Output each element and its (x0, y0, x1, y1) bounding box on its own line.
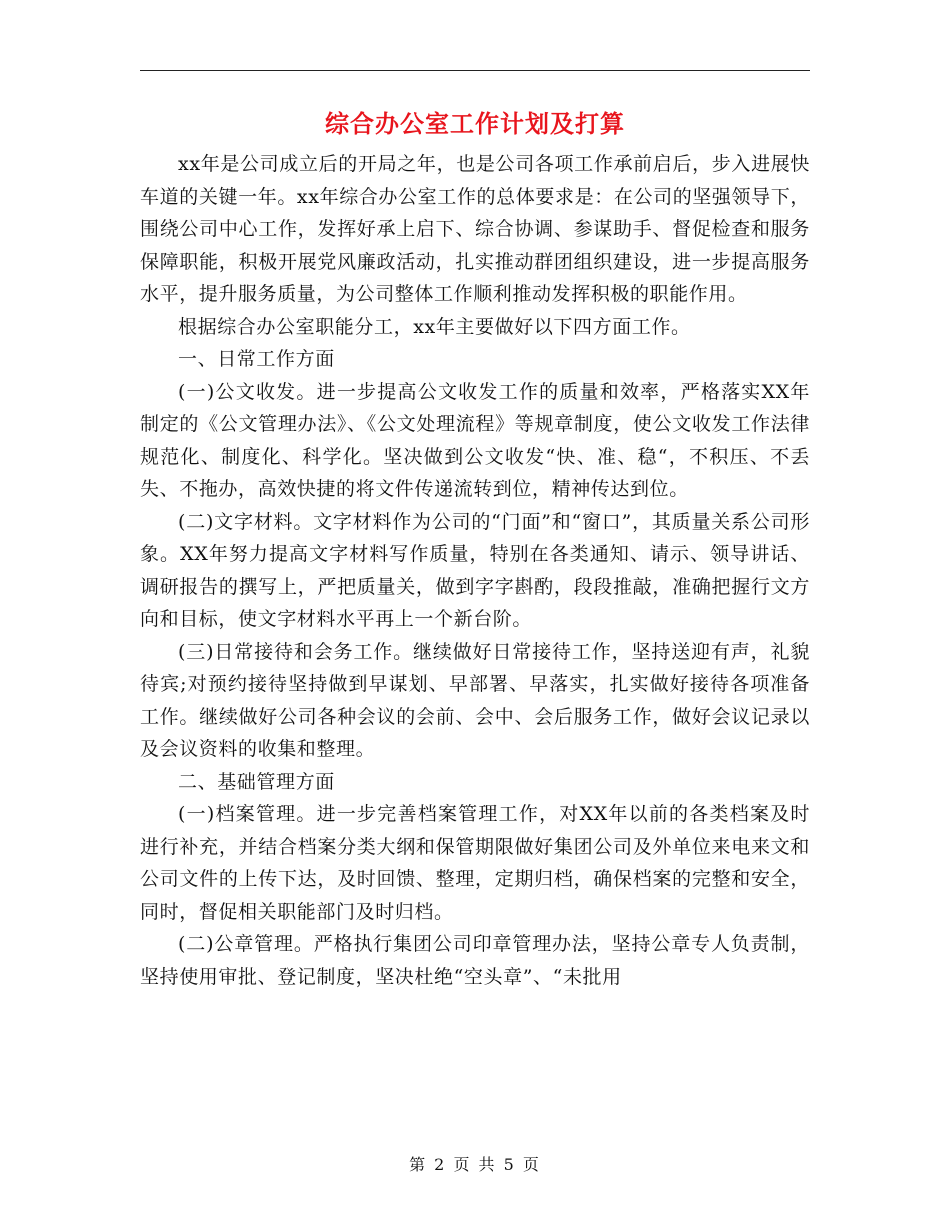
section-heading-daily-work: 一、日常工作方面 (178, 348, 335, 370)
section-heading-basic-management: 二、基础管理方面 (178, 770, 335, 793)
document-body (140, 148, 810, 993)
paragraph-archive-management: (一)档案管理。进一步完善档案管理工作，对XX年以前的各类档案及时进行补充，并结合档案分类大纲和保管期限做好集团公司及外单位来电来文和公司文件的上传下达，及时回馈、整理，定期归档，确保档案的完整和安全，同时，督促相关职能部门及时归档。 (140, 803, 810, 923)
paragraph-seal-management: (二)公章管理。严格执行集团公司印章管理办法，坚持公章专人负责制，坚持使用审批、登记制度，坚决杜绝“空头章”、“未批用 (140, 933, 810, 988)
paragraph-document-handling: (一)公文收发。进一步提高公文收发工作的质量和效率，严格落实XX年制定的《公文管理办法》、《公文处理流程》等规章制度，使公文收发工作法律规范化、制度化、科学化。坚决做到公文收发“快、准、稳“，不积压、不丢失、不拖办，高效快捷的将文件传递流转到位，精神传达到位。 (140, 380, 810, 500)
page-number-footer: 第 2 页 共 5 页 (409, 1155, 541, 1174)
paragraph-reception-meetings: (三)日常接待和会务工作。继续做好日常接待工作，坚持送迎有声，礼貌待宾;对预约接待坚持做到早谋划、早部署、早落实，扎实做好接待各项准备工作。继续做好公司各种会议的会前、会中、会后服务工作，做好会议记录以及会议资料的收集和整理。 (140, 640, 810, 760)
paragraph-intro: xx年是公司成立后的开局之年，也是公司各项工作承前启后，步入进展快车道的关键一年。xx年综合办公室工作的总体要求是：在公司的坚强领导下，围绕公司中心工作，发挥好承上启下、综合协调、参谋助手、督促检查和服务保障职能，积极开展党风廉政活动，扎实推动群团组织建设，进一步提高服务水平，提升服务质量，为公司整体工作顺利推动发挥积极的职能作用。 (140, 153, 810, 305)
document-title: 综合办公室工作计划及打算 (325, 109, 625, 138)
paragraph-overview: 根据综合办公室职能分工，xx年主要做好以下四方面工作。 (178, 315, 691, 338)
header-rule (140, 70, 810, 71)
paragraph-written-materials: (二)文字材料。文字材料作为公司的“门面”和“窗口”，其质量关系公司形象。XX年努力提高文字材料写作质量，特别在各类通知、请示、领导讲话、调研报告的撰写上，严把质量关，做到字字斟酌，段段推敲，准确把握行文方向和目标，使文字材料水平再上一个新台阶。 (140, 510, 810, 630)
